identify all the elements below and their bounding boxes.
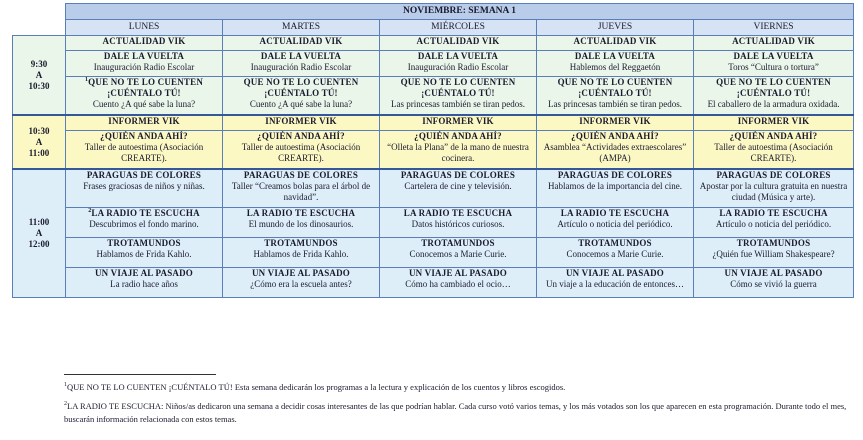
program-cell: [380, 51, 537, 77]
program-title: [225, 36, 377, 47]
day-header-row: [13, 20, 854, 36]
program-title: [225, 170, 377, 181]
program-title-text: TROTAMUNDOS: [264, 238, 338, 248]
program-title-text: PARAGUAS DE COLORES: [86, 170, 202, 180]
title-row: [13, 4, 854, 20]
program-title-text: PARAGUAS DE COLORES: [243, 170, 359, 180]
day-header-monday: LUNES: [66, 20, 223, 36]
time-slot-line: 10:30: [28, 80, 50, 91]
program-description: Las princesas también se tiran pedos.: [391, 99, 525, 109]
time-slot: [13, 115, 66, 169]
day-header-friday: VIERNES: [694, 20, 854, 36]
program-title: [68, 208, 220, 219]
footnote-lead: LA RADIO TE ESCUCHA:: [67, 401, 164, 411]
program-title: [539, 116, 691, 127]
schedule-row: [13, 131, 854, 170]
time-slot-line: 9:30: [30, 58, 48, 69]
program-cell: [537, 169, 694, 208]
program-description: Cómo ha cambiado el ocio…: [405, 279, 511, 289]
program-title: [539, 268, 691, 279]
footnotes: [64, 374, 854, 432]
program-description: La radio hace años: [110, 279, 178, 289]
program-title: [68, 238, 220, 249]
time-slot-line: 10:30: [28, 125, 50, 136]
program-title: [68, 77, 220, 99]
schedule-title: NOVIEMBRE: SEMANA 1: [66, 4, 854, 20]
program-title-text: DALE LA VUELTA: [733, 51, 814, 61]
program-description: Taller de autoestima (Asociación CREARTE).: [714, 142, 833, 163]
program-title: [539, 170, 691, 181]
program-description: ¿Cómo era la escuela antes?: [250, 279, 352, 289]
program-description: Hablamos de Frida Kahlo.: [253, 249, 349, 259]
schedule-row: [13, 169, 854, 208]
program-description: Artículo o noticia del periódico.: [715, 219, 832, 229]
program-cell: [223, 238, 380, 268]
program-description: Las princesas también se tiran pedos.: [548, 99, 682, 109]
program-title-text: QUE NO TE LO CUENTEN ¡CUÉNTALO TÚ!: [716, 77, 831, 98]
schedule-row: [13, 268, 854, 298]
program-title: [225, 77, 377, 99]
program-cell: [66, 268, 223, 298]
program-title: [382, 36, 534, 47]
program-cell: [537, 115, 694, 131]
program-title-text: INFORMER VIK: [265, 116, 337, 126]
schedule-row: [13, 115, 854, 131]
footnote-ref: 1: [84, 77, 89, 83]
time-slot-line: A: [35, 136, 43, 147]
program-title: [539, 238, 691, 249]
program-cell: [380, 268, 537, 298]
program-description: Toros “Cultura o tortura”: [728, 62, 819, 72]
program-title-text: DALE LA VUELTA: [417, 51, 499, 61]
weekly-schedule-table: [12, 3, 854, 298]
program-title: [696, 208, 851, 219]
program-title-text: PARAGUAS DE COLORES: [716, 170, 831, 180]
program-title: [696, 268, 851, 279]
program-title-text: LA RADIO TE ESCUCHA: [560, 208, 670, 218]
time-slot: [13, 36, 66, 116]
program-description: El caballero de la armadura oxidada.: [707, 99, 840, 109]
program-cell: [380, 36, 537, 51]
program-title: [225, 238, 377, 249]
program-title-text: ACTUALIDAD VIK: [732, 36, 815, 46]
program-title: [225, 268, 377, 279]
program-cell: [537, 208, 694, 238]
program-title: [382, 170, 534, 181]
time-slot: [13, 169, 66, 298]
footnote-text: Esta semana dedicarán los programas a la lectura y explicación de los cuentos y libros escogidos.: [232, 382, 566, 392]
program-title: [696, 131, 851, 142]
program-title: [68, 170, 220, 181]
program-description: Apostar por la cultura gratuita en nuestra ciudad (Música y arte).: [699, 181, 848, 202]
footnote-ref: 2: [88, 208, 92, 214]
program-description: Un viaje a la educación de entonces…: [546, 279, 684, 289]
day-header-thursday: JUEVES: [537, 20, 694, 36]
program-cell: [694, 238, 854, 268]
program-description: Conocemos a Marie Curie.: [409, 249, 507, 259]
program-description: Datos históricos curiosos.: [411, 219, 505, 229]
footnote-number: 1: [64, 382, 67, 389]
program-title-text: LA RADIO TE ESCUCHA: [246, 208, 356, 218]
program-title-text: LA RADIO TE ESCUCHA: [91, 208, 200, 218]
program-description: Descubrimos el fondo marino.: [89, 219, 199, 229]
program-cell: [223, 115, 380, 131]
program-cell: [694, 115, 854, 131]
program-title-text: ¿QUIÉN ANDA AHÍ?: [257, 131, 345, 141]
program-cell: [380, 115, 537, 131]
program-title: [225, 116, 377, 127]
program-title-text: QUE NO TE LO CUENTEN ¡CUÉNTALO TÚ!: [400, 77, 516, 98]
footnote-lead: QUE NO TE LO CUENTEN ¡CUÉNTALO TÚ!: [67, 382, 233, 392]
program-description: “Olleta la Plana” de la mano de nuestra cocinera.: [387, 142, 529, 163]
program-description: Inauguración Radio Escolar: [250, 62, 352, 72]
program-title: [539, 36, 691, 47]
program-cell: [223, 36, 380, 51]
footnote-2: [64, 400, 854, 426]
program-description: Artículo o noticia del periódico.: [557, 219, 673, 229]
program-title: [696, 238, 851, 249]
program-cell: [537, 238, 694, 268]
program-cell: [223, 51, 380, 77]
program-cell: [66, 115, 223, 131]
program-description: Cómo se vivió la guerra: [730, 279, 817, 289]
time-slot-line: A: [35, 69, 43, 80]
program-title-text: ACTUALIDAD VIK: [259, 36, 343, 46]
program-description: Cuento ¿A qué sabe la luna?: [92, 99, 196, 109]
program-description: El mundo de los dinosaurios.: [248, 219, 354, 229]
schedule-row: [13, 77, 854, 116]
program-title-text: QUE NO TE LO CUENTEN ¡CUÉNTALO TÚ!: [243, 77, 359, 98]
program-title: [68, 268, 220, 279]
program-title-text: INFORMER VIK: [108, 116, 180, 126]
program-title: [539, 208, 691, 219]
program-title: [539, 77, 691, 99]
footnote-number: 2: [64, 401, 67, 408]
time-slot-line: 11:00: [28, 147, 50, 158]
program-title: [382, 238, 534, 249]
program-cell: [223, 169, 380, 208]
program-title-text: UN VIAJE AL PASADO: [724, 268, 823, 278]
program-description: Inauguración Radio Escolar: [93, 62, 195, 72]
program-title: [696, 77, 851, 99]
program-description: Cartelera de cine y televisión.: [404, 181, 512, 191]
program-title-text: PARAGUAS DE COLORES: [400, 170, 516, 180]
footnote-1: [64, 381, 854, 394]
program-cell: [694, 77, 854, 116]
program-description: Taller de autoestima (Asociación CREARTE).: [84, 142, 204, 163]
program-title: [225, 131, 377, 142]
program-cell: [66, 51, 223, 77]
day-header-tuesday: MARTES: [223, 20, 380, 36]
program-cell: [66, 36, 223, 51]
program-description: Conocemos a Marie Curie.: [566, 249, 664, 259]
schedule-row: [13, 208, 854, 238]
program-title-text: QUE NO TE LO CUENTEN ¡CUÉNTALO TÚ!: [557, 77, 673, 98]
program-cell: [537, 268, 694, 298]
program-cell: [694, 51, 854, 77]
program-description: Cuento ¿A qué sabe la luna?: [249, 99, 353, 109]
program-title-text: LA RADIO TE ESCUCHA: [719, 208, 828, 218]
program-title-text: TROTAMUNDOS: [421, 238, 495, 248]
schedule-row: [13, 36, 854, 51]
program-description: Hablamos de la importancia del cine.: [548, 181, 682, 191]
footnote-text: Niños/as dedicaron una semana a decidir cosas interesantes de las que podrían hablar. Cada curso votó varios temas, y los más votados son los que aparecen en esta programación. Durante todo el mes, buscarán información relacionada con estos temas.: [64, 401, 847, 424]
program-title: [68, 51, 220, 62]
corner-blank: [13, 4, 66, 20]
program-cell: [66, 77, 223, 116]
program-title-text: LA RADIO TE ESCUCHA: [403, 208, 513, 218]
program-title: [382, 208, 534, 219]
program-title: [382, 131, 534, 142]
program-description: ¿Quién fue William Shakespeare?: [712, 249, 835, 259]
program-cell: [380, 169, 537, 208]
program-title: [696, 36, 851, 47]
program-description: Hablamos de Frida Kahlo.: [96, 249, 192, 259]
program-cell: [223, 77, 380, 116]
program-cell: [537, 131, 694, 170]
program-title-text: ACTUALIDAD VIK: [573, 36, 657, 46]
program-title-text: UN VIAJE AL PASADO: [94, 268, 194, 278]
program-cell: [694, 36, 854, 51]
program-cell: [537, 36, 694, 51]
program-title-text: PARAGUAS DE COLORES: [557, 170, 673, 180]
program-title-text: DALE LA VUELTA: [103, 51, 185, 61]
program-title-text: UN VIAJE AL PASADO: [251, 268, 351, 278]
program-cell: [223, 208, 380, 238]
program-title: [68, 116, 220, 127]
program-title-text: ¿QUIÉN ANDA AHÍ?: [100, 131, 188, 141]
time-slot-line: 11:00: [28, 217, 50, 227]
program-title-text: INFORMER VIK: [737, 116, 810, 126]
program-title-text: QUE NO TE LO CUENTEN ¡CUÉNTALO TÚ!: [88, 77, 204, 98]
program-title-text: TROTAMUNDOS: [107, 238, 181, 248]
program-cell: [694, 169, 854, 208]
day-header-wednesday: MIÉRCOLES: [380, 20, 537, 36]
program-description: Taller de autoestima (Asociación CREARTE).: [241, 142, 361, 163]
program-title-text: TROTAMUNDOS: [736, 238, 811, 248]
program-cell: [66, 169, 223, 208]
program-description: Frases graciosas de niños y niñas.: [83, 181, 205, 191]
program-cell: [223, 268, 380, 298]
program-cell: [66, 208, 223, 238]
program-title: [382, 51, 534, 62]
program-title-text: ¿QUIÉN ANDA AHÍ?: [414, 131, 502, 141]
program-title-text: DALE LA VUELTA: [260, 51, 342, 61]
program-cell: [694, 131, 854, 170]
program-cell: [380, 208, 537, 238]
program-title: [225, 208, 377, 219]
program-cell: [380, 238, 537, 268]
program-title-text: TROTAMUNDOS: [578, 238, 652, 248]
footnote-separator: [64, 374, 216, 375]
program-description: Asamblea “Actividades extraescolares” (AMPA): [543, 142, 687, 163]
program-title-text: ¿QUIÉN ANDA AHÍ?: [729, 131, 818, 141]
program-title: [382, 116, 534, 127]
program-title-text: DALE LA VUELTA: [574, 51, 656, 61]
program-title: [539, 51, 691, 62]
schedule-row: [13, 51, 854, 77]
time-slot-line: 12:00: [28, 239, 50, 249]
program-cell: [380, 131, 537, 170]
program-cell: [694, 268, 854, 298]
corner-blank: [13, 20, 66, 36]
program-cell: [223, 131, 380, 170]
schedule-row: [13, 238, 854, 268]
program-title: [539, 131, 691, 142]
program-description: Hablemos del Reggaetón: [569, 62, 661, 72]
program-title-text: ¿QUIÉN ANDA AHÍ?: [571, 131, 659, 141]
program-title: [225, 51, 377, 62]
program-title-text: INFORMER VIK: [579, 116, 651, 126]
program-title-text: UN VIAJE AL PASADO: [565, 268, 665, 278]
program-title: [68, 36, 220, 47]
program-title-text: ACTUALIDAD VIK: [416, 36, 500, 46]
time-slot-line: A: [35, 228, 43, 238]
program-title-text: ACTUALIDAD VIK: [102, 36, 186, 46]
program-title: [696, 116, 851, 127]
program-title: [696, 51, 851, 62]
program-cell: [537, 51, 694, 77]
program-cell: [537, 77, 694, 116]
program-cell: [380, 77, 537, 116]
program-cell: [66, 238, 223, 268]
program-title-text: INFORMER VIK: [422, 116, 494, 126]
program-cell: [66, 131, 223, 170]
program-title-text: UN VIAJE AL PASADO: [408, 268, 508, 278]
program-title: [382, 268, 534, 279]
program-cell: [694, 208, 854, 238]
program-title: [68, 131, 220, 142]
program-title: [696, 170, 851, 181]
program-description: Taller “Creamos bolas para el árbol de navidad”.: [231, 181, 371, 202]
program-title: [382, 77, 534, 99]
program-description: Inauguración Radio Escolar: [407, 62, 509, 72]
